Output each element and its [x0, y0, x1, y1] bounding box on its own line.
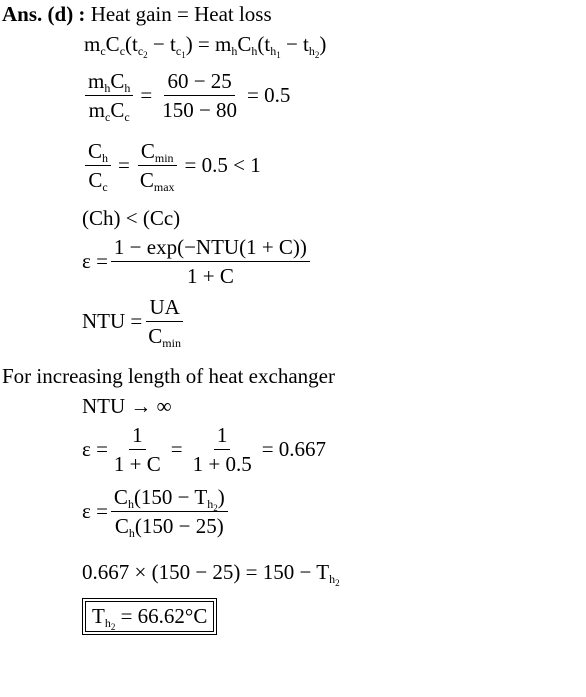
sub: h [251, 44, 258, 58]
sub: 1 [181, 50, 186, 60]
heading-text: Heat gain = Heat loss [90, 2, 272, 26]
sub: c [119, 44, 126, 58]
solve-equation: $0.667 \times (150 - 25) = 150 - T_{h_2}$ [82, 560, 340, 588]
ntu-lhs: NTU = [82, 309, 143, 334]
increasing-length-text [2, 366, 335, 387]
epsilon-lhs: ε = [82, 437, 108, 462]
solve-text: 0.667 × (150 − 25) = 150 − T [82, 560, 330, 584]
answer-label: Ans. (d) : [2, 2, 86, 26]
effectiveness-formula [82, 236, 313, 287]
answer-value: = 66.62°C [115, 604, 208, 628]
capacity-result: = 0.5 < 1 [184, 153, 261, 178]
ratio-equation: $\frac{m_hC_h}{m_cC_c}$ = $\frac{60 - 25}{150 - 80}$ = 0.5 [82, 70, 290, 121]
sub: 1 [276, 50, 281, 60]
capacity-ratio-equation: $\frac{C_h}{C_c}$ = $\frac{C_{min}}{C_{max}}$ = 0.5 < 1 [82, 140, 261, 191]
effectiveness-calculation [82, 424, 326, 475]
sub: h [270, 44, 277, 58]
sub: h [231, 44, 238, 58]
ratio-result: = 0.5 [247, 83, 291, 108]
answer-heading [2, 4, 272, 25]
mass-ratio-fraction: $\frac{m_hC_h}{m_cC_c}$ [85, 70, 133, 121]
sub: 2 [143, 50, 148, 60]
t-symbol: T [92, 604, 105, 628]
fraction-two: $\frac{1}{1 + 0.5}$ [192, 423, 252, 477]
sub: c [100, 44, 106, 58]
epsilon-lhs: ε = [82, 499, 108, 524]
ntu-limit-text: NTU → ∞ [82, 394, 172, 418]
answer-box: $T_{h_2} = 66.62^\circ C$ [82, 598, 217, 635]
m-symbol: m [84, 32, 101, 56]
c-symbol: C [105, 32, 120, 56]
temperature-ratio-fraction: $\frac{60 - 25}{150 - 80}$ [162, 69, 238, 123]
ntu-fraction: $\frac{UA}{C_{min}}$ [148, 295, 181, 351]
epsilon-lhs: ε = [82, 249, 108, 274]
cmin-cmax-fraction: $\frac{C_{min}}{C_{max}}$ [139, 139, 175, 195]
effectiveness-definition-fraction: $\frac{C_h(150 - T_{h_2})}{C_h(150 - 25)}$ [111, 486, 228, 537]
sub: 2 [314, 50, 320, 60]
final-answer [82, 598, 217, 635]
effectiveness-fraction: $\frac{\text{1 − exp(−NTU(1 + C))}}{1 + C}$ [111, 236, 310, 287]
equals-m: ) = m [185, 32, 232, 56]
fraction-one: $\frac{1}{1 + C}$ [113, 423, 161, 477]
comparison-text: (Ch) < (Cc) [82, 206, 181, 230]
sub: c [175, 44, 182, 58]
statement: For increasing length of heat exchanger [2, 364, 335, 388]
ntu-formula [82, 295, 187, 351]
t-symbol: − t [280, 32, 309, 56]
ch-cc-fraction: $\frac{C_h}{C_c}$ [85, 140, 111, 191]
effectiveness-definition [82, 485, 231, 541]
heat-balance-equation [84, 32, 327, 60]
effectiveness-result: = 0.667 [261, 437, 327, 462]
sub: h [308, 44, 315, 58]
c-symbol: C [237, 32, 252, 56]
equals: = [170, 437, 183, 462]
sub: c [137, 44, 144, 58]
t-symbol: − t [147, 32, 176, 56]
ntu-infinity [82, 396, 172, 417]
t-symbol: (t [125, 32, 138, 56]
t-symbol: (t [257, 32, 271, 56]
capacity-comparison [82, 208, 180, 229]
close-paren: ) [319, 32, 327, 56]
